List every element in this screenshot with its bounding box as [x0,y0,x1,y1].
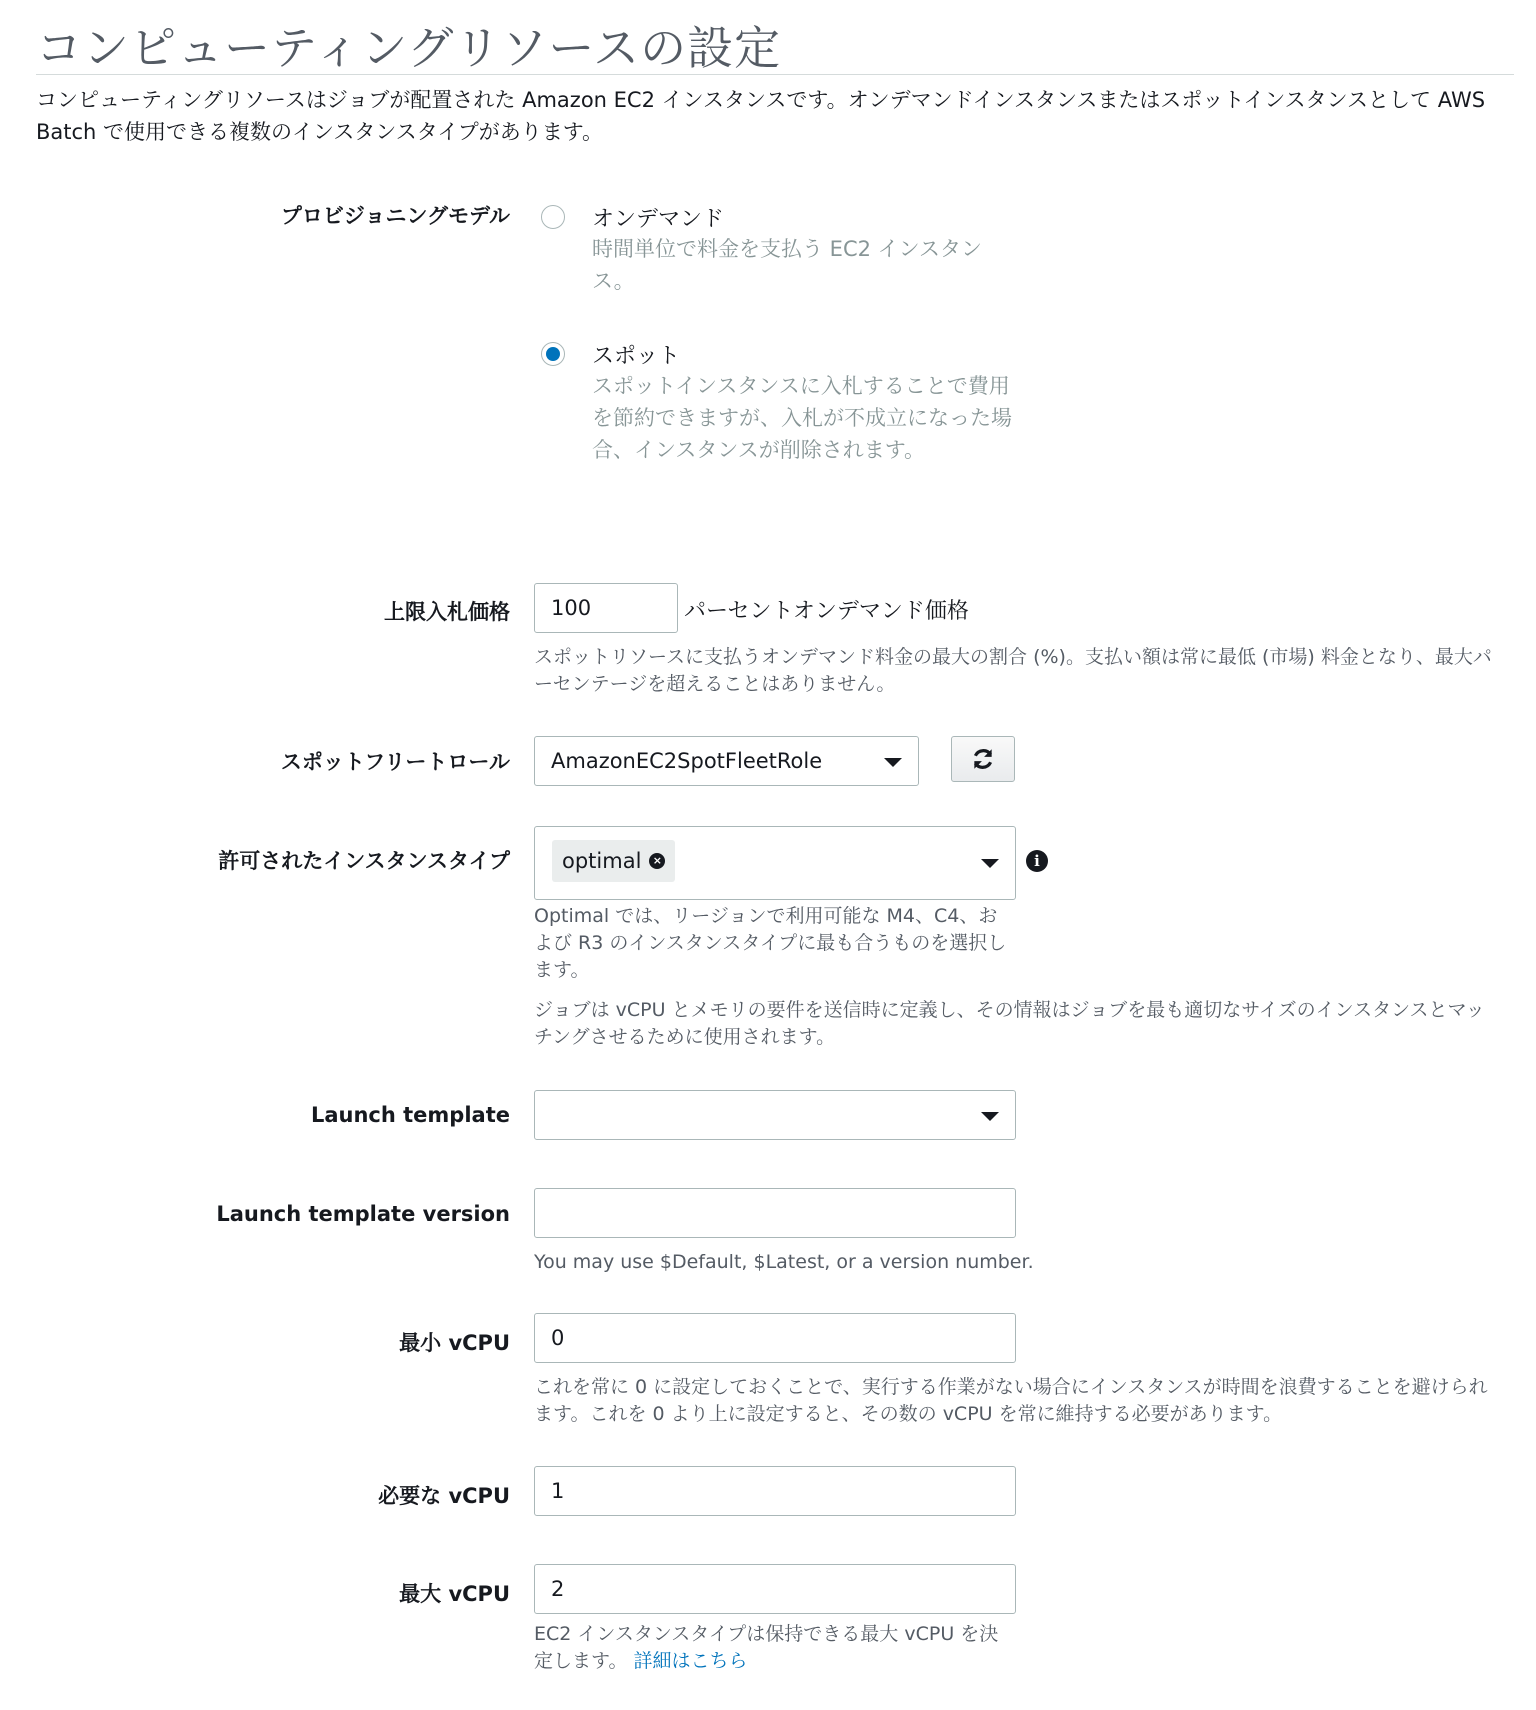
refresh-button[interactable] [951,736,1015,782]
spot-desc: スポットインスタンスに入札することで費用を節約できますが、入札が不成立になった場合、インスタンスが削除されます。 [592,374,1012,462]
max-vcpu-help-text: EC2 インスタンスタイプは保持できる最大 vCPU を決定します。 [534,1623,999,1672]
desired-vcpu-input[interactable] [534,1466,1016,1516]
page-title: コンピューティングリソースの設定 [36,21,782,75]
launch-template-version-input[interactable] [534,1188,1016,1238]
instance-types-help-optimal: Optimal では、リージョンで利用可能な M4、C4、および R3 のインスタンスタイプに最も合うものを選択します。 [534,905,1007,981]
intro-text: コンピューティングリソースはジョブが配置された Amazon EC2 インスタンスです。オンデマンドインスタンスまたはスポットインスタンスとして AWS Batch で使用できる複数のインスタンスタイプがあります。 [36,88,1486,144]
launch-template-version-label: Launch template version [216,1202,510,1226]
provisioning-model-label: プロビジョニングモデル [280,204,510,228]
min-vcpu-input[interactable] [534,1313,1016,1363]
refresh-icon [970,746,996,772]
instance-types-label: 許可されたインスタンスタイプ [218,849,510,873]
title-divider [36,74,1514,75]
chevron-down-icon [884,758,902,767]
radio-on-demand[interactable] [541,205,565,229]
desired-vcpu-label: 必要な vCPU [378,1484,510,1508]
instance-types-help-vcpu: ジョブは vCPU とメモリの要件を送信時に定義し、その情報はジョブを最も適切なサイズのインスタンスとマッチングさせるために使用されます。 [534,999,1485,1048]
min-vcpu-label: 最小 vCPU [399,1331,510,1355]
instance-type-token[interactable] [552,840,675,882]
max-vcpu-input[interactable] [534,1564,1016,1614]
spot-fleet-role-select[interactable] [534,736,919,786]
spot-fleet-role-label: スポットフリートロール [280,750,510,774]
bid-price-help: スポットリソースに支払うオンデマンド料金の最大の割合 (%)。支払い額は常に最低 (市場) 料金となり、最大パーセンテージを超えることはありません。 [534,646,1492,695]
info-icon[interactable]: i [1026,850,1048,872]
on-demand-title: オンデマンド [592,207,725,232]
bid-price-input[interactable] [534,583,678,633]
learn-more-link[interactable]: 詳細はこちら [633,1650,748,1672]
launch-template-label: Launch template [310,1103,510,1127]
min-vcpu-help: これを常に 0 に設定しておくことで、実行する作業がない場合にインスタンスが時間を浪費することを避けられます。これを 0 より上に設定すると、その数の vCPU を常に維持する必要があります。 [534,1376,1488,1425]
close-icon[interactable]: × [649,853,665,869]
token-label: optimal [562,849,642,873]
bid-price-label: 上限入札価格 [384,600,510,624]
radio-spot[interactable] [541,342,565,366]
spot-title: スポット [592,344,681,369]
max-vcpu-label: 最大 vCPU [399,1582,510,1606]
bid-price-suffix: パーセントオンデマンド価格 [684,599,969,624]
chevron-down-icon [981,1112,999,1121]
launch-template-version-help: You may use $Default, $Latest, or a version number. [534,1251,1034,1273]
spot-fleet-role-value: AmazonEC2SpotFleetRole [551,749,823,773]
max-vcpu-help [534,1621,1014,1675]
chevron-down-icon [981,859,999,868]
launch-template-select[interactable] [534,1090,1016,1140]
on-demand-desc: 時間単位で料金を支払う EC2 インスタンス。 [592,237,983,293]
